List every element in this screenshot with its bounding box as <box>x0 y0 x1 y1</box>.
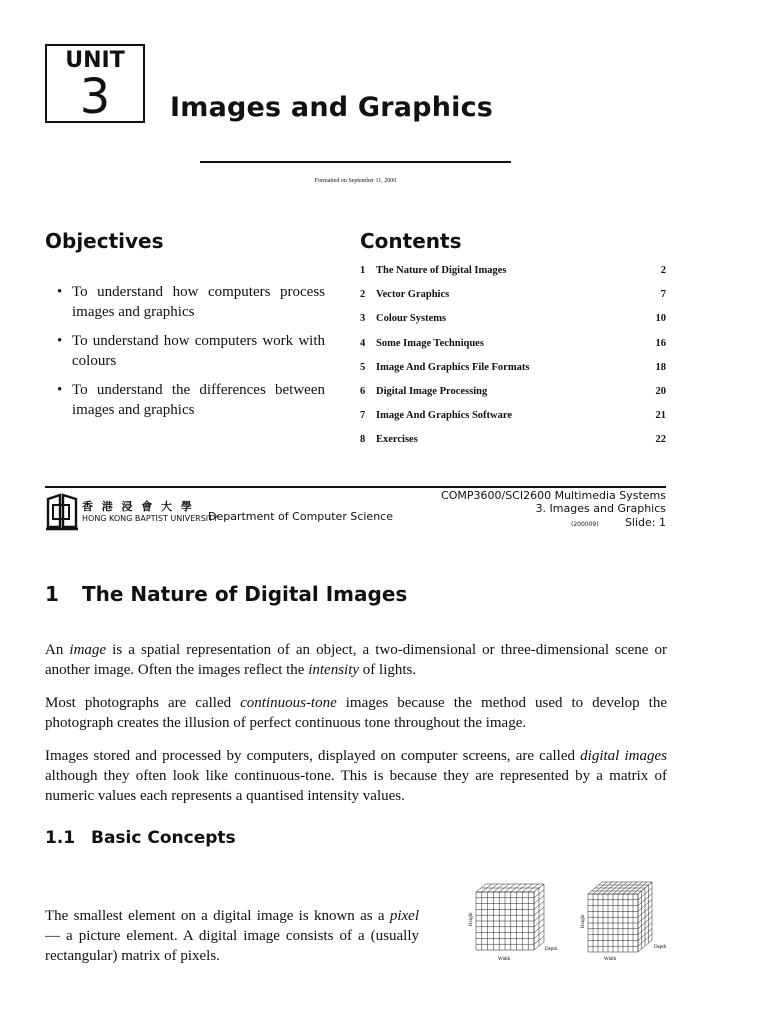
toc-page: 21 <box>655 410 666 422</box>
subsection-heading <box>45 828 236 848</box>
toc-entry[interactable] <box>360 262 666 286</box>
depth-label: Depth <box>654 945 667 950</box>
unit-box <box>45 44 145 123</box>
toc-title: Exercises <box>376 434 418 446</box>
unit-number: 3 <box>79 69 111 125</box>
department-name: Department of Computer Science <box>208 510 393 523</box>
objective-item: • To understand how computers process images and graphics <box>57 282 325 322</box>
emphasis-term: intensity <box>308 662 360 678</box>
toc-page: 10 <box>655 313 666 325</box>
toc-title: Vector Graphics <box>376 289 450 301</box>
depth-label: Depth <box>545 947 558 952</box>
unit-label: UNIT <box>65 48 125 73</box>
table-of-contents <box>360 262 666 456</box>
toc-number: 8 <box>360 434 366 446</box>
toc-page: 16 <box>655 337 666 349</box>
paragraph-continuous-tone: Most photographs are called continuous-tone images because the method used to develop the photograph creates the illusion of perfect continuous tone throughout the image. <box>45 695 667 731</box>
objectives-list <box>57 282 325 429</box>
subsection-title: Basic Concepts <box>91 828 236 848</box>
emphasis-term: image <box>69 642 107 658</box>
toc-number: 2 <box>360 289 366 301</box>
toc-entry[interactable] <box>360 286 666 310</box>
toc-entry[interactable] <box>360 310 666 334</box>
toc-number: 1 <box>360 265 366 276</box>
paragraph-digital-images: Images stored and processed by computers, displayed on computer screens, are called digital images although they often look like continuous-tone. This is because they are represented by a matrix of numeric values each represents a quantised intensity values. <box>45 748 668 804</box>
title-rule <box>200 161 511 163</box>
contents-heading: Contents <box>360 229 462 253</box>
toc-page: 20 <box>655 385 666 397</box>
toc-page: 7 <box>660 289 666 301</box>
toc-page: 2 <box>660 265 666 276</box>
hkbu-logo-icon <box>45 493 79 531</box>
toc-page: 22 <box>655 434 666 446</box>
toc-entry[interactable] <box>360 407 666 431</box>
slide-number: Slide: 1 <box>624 516 666 529</box>
slide-date-code: (200009) <box>571 521 599 528</box>
toc-entry[interactable] <box>360 359 666 383</box>
toc-title: Some Image Techniques <box>376 337 484 349</box>
paragraph-pixel: The smallest element on a digital image is known as a pixel — a picture element. A digital image consists of a (usually rectangular) matrix of pixels. <box>45 908 419 964</box>
toc-entry[interactable] <box>360 383 666 407</box>
objective-item: • To understand the differences between images and graphics <box>57 380 325 420</box>
emphasis-term: continuous-tone <box>240 695 337 711</box>
toc-number: 7 <box>360 410 366 422</box>
section-heading <box>45 582 407 606</box>
emphasis-term: digital images <box>580 748 668 764</box>
height-label: Height <box>469 912 474 926</box>
pixel-volume-figure <box>580 880 670 964</box>
section-number: 1 <box>45 582 59 606</box>
emphasis-term: pixel <box>389 908 419 924</box>
toc-title: Colour Systems <box>376 313 447 325</box>
toc-title: Digital Image Processing <box>376 385 488 397</box>
paragraph-image-definition: An image is a spatial representation of an object, a two-dimensional or three-dimensional scene or another image. Often the images reflect the intensity of lights. <box>45 642 667 678</box>
toc-title: Image And Graphics Software <box>376 410 513 422</box>
formatted-note: Formatted on September 11, 2000 <box>314 178 397 184</box>
width-label: Width <box>604 957 617 962</box>
toc-page: 18 <box>655 361 666 373</box>
page-title: Images and Graphics <box>170 92 494 123</box>
toc-entry[interactable] <box>360 335 666 359</box>
toc-title: The Nature of Digital Images <box>376 265 507 276</box>
height-label: Height <box>581 914 586 928</box>
subsection-number: 1.1 <box>45 828 76 848</box>
objective-item: • To understand how computers work with colours <box>57 331 325 371</box>
toc-number: 6 <box>360 385 366 397</box>
objectives-heading: Objectives <box>45 229 164 253</box>
toc-number: 3 <box>360 313 366 325</box>
pixel-grid <box>588 882 652 952</box>
pixel-grid <box>476 884 544 950</box>
toc-number: 5 <box>360 361 366 373</box>
toc-entry[interactable] <box>360 431 666 455</box>
university-name-chinese: 香 港 浸 會 大 學 <box>82 501 195 513</box>
university-name-english: HONG KONG BAPTIST UNIVERSITY <box>82 514 218 523</box>
width-label: Width <box>498 957 511 962</box>
pixel-matrix-figure <box>468 880 568 964</box>
section-title: The Nature of Digital Images <box>82 582 408 606</box>
course-name: COMP3600/SCI2600 Multimedia Systems <box>441 489 666 502</box>
footer-rule <box>45 486 666 488</box>
toc-number: 4 <box>360 337 366 349</box>
unit-footer-label: 3. Images and Graphics <box>535 502 666 515</box>
toc-title: Image And Graphics File Formats <box>376 361 530 373</box>
